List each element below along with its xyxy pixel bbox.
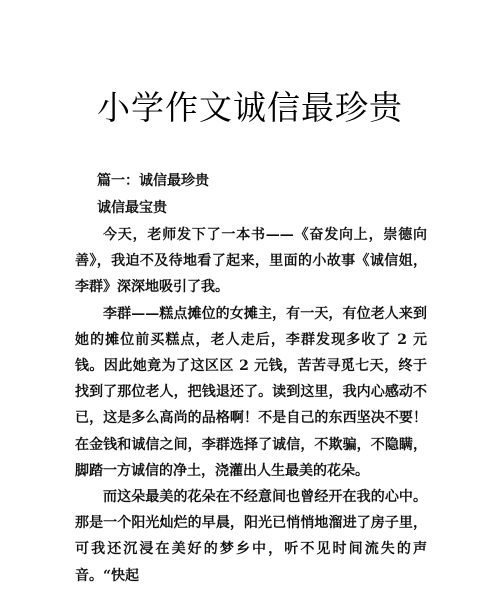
- document-body: [75, 222, 427, 589]
- section-heading: 篇一：诚信最珍贵: [97, 173, 209, 189]
- paragraph: 今天，老师发下了一本书——《奋发向上，崇德向善》，我迫不及待地看了起来，里面的小故事《诚信姐，李群》深深地吸引了我。: [75, 227, 427, 296]
- sub-heading: 诚信最宝贵: [97, 200, 167, 216]
- document-title: 小学作文诚信最珍贵: [97, 88, 403, 127]
- paragraph: 李群——糕点摊位的女摊主，有一天，有位老人来到她的摊位前买糕点，老人走后，李群发现多收了 2 元钱。因此她竟为了这区区 2 元钱，苦苦寻觅七天，终于找到了那位老人，把钱退还了。读到这里，我内心感动不已，这是多么高尚的品格啊！不是自己的东西坚决不要！在金钱和诚信之间，李群选择了诚信，不欺骗，不隐瞒，脚踏一方诚信的净土，浇灌出人生最美的花朵。: [75, 305, 427, 479]
- paragraph: 而这朵最美的花朵在不经意间也曾经开在我的心中。那是一个阳光灿烂的早晨，阳光已悄悄地溜进了房子里，可我还沉浸在美好的梦乡中，听不见时间流失的声音。“快起: [75, 489, 427, 584]
